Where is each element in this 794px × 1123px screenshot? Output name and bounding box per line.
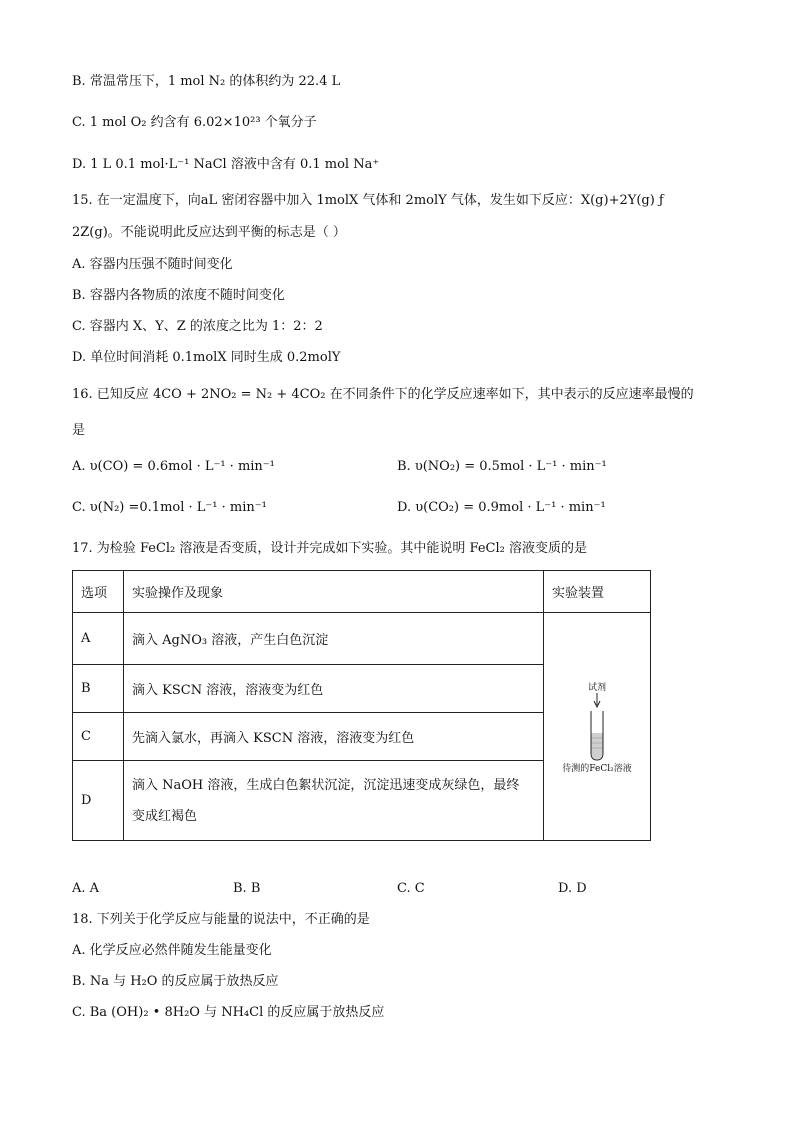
question-17-answer-b: B. B: [233, 881, 261, 896]
test-tube-icon: [585, 693, 609, 761]
question-15-option-b: B. 容器内各物质的浓度不随时间变化: [72, 288, 285, 303]
row-option-d: D: [73, 761, 124, 841]
question-15-option-c: C. 容器内 X、Y、Z 的浓度之比为 1：2：2: [72, 319, 323, 334]
table-row: [73, 613, 651, 665]
question-17-answer-c: C. C: [397, 881, 425, 896]
question-18-stem: 18. 下列关于化学反应与能量的说法中，不正确的是: [72, 912, 370, 927]
row-option-b: B: [73, 665, 124, 713]
question-16-stem-cont: 是: [72, 423, 86, 438]
line-14-d: D. 1 L 0.1 mol·L⁻¹ NaCl 溶液中含有 0.1 mol Na⁺: [72, 157, 380, 172]
question-17-answer-a: A. A: [72, 881, 100, 896]
row-text-a: 滴入 AgNO₃ 溶液，产生白色沉淀: [124, 613, 544, 665]
question-15-stem: 15. 在一定温度下，向aL 密闭容器中加入 1molX 气体和 2molY 气体，发生如下反应：X(g)+2Y(g) ƒ: [72, 193, 664, 208]
question-15-stem-cont: 2Z(g)。不能说明此反应达到平衡的标志是（ ）: [72, 225, 346, 240]
experiment-table: [72, 570, 651, 841]
question-18-option-c: C. Ba (OH)₂ • 8H₂O 与 NH₄Cl 的反应属于放热反应: [72, 1005, 385, 1020]
row-text-c: 先滴入氯水，再滴入 KSCN 溶液，溶液变为红色: [124, 713, 544, 761]
question-17-stem: 17. 为检验 FeCl₂ 溶液是否变质，设计并完成如下实验。其中能说明 FeCl₂ 溶液变质的是: [72, 541, 587, 556]
reagent-label: 试剂: [587, 682, 606, 693]
row-text-d: [124, 761, 544, 841]
question-15-option-d: D. 单位时间消耗 0.1molX 同时生成 0.2molY: [72, 350, 341, 365]
row-option-c: C: [73, 713, 124, 761]
row-option-a: A: [73, 613, 124, 665]
line-14-c: C. 1 mol O₂ 约含有 6.02×10²³ 个氧分子: [72, 115, 317, 130]
question-16-option-b: B. υ(NO₂) = 0.5mol · L⁻¹ · min⁻¹: [397, 459, 607, 474]
question-17-answer-d: D. D: [558, 881, 587, 896]
solution-label: 待测的FeCl₂溶液: [562, 763, 632, 774]
row-text-d-line1: 滴入 NaOH 溶液，生成白色絮状沉淀，沉淀迅速变成灰绿色，最终: [132, 777, 520, 793]
row-text-d-line2: 变成红褐色: [132, 808, 198, 824]
question-18-option-b: B. Na 与 H₂O 的反应属于放热反应: [72, 974, 279, 989]
question-18-option-a: A. 化学反应必然伴随发生能量变化: [72, 943, 272, 958]
table-header-procedure: 实验操作及现象: [124, 571, 544, 613]
question-16-option-c: C. υ(N₂) =0.1mol · L⁻¹ · min⁻¹: [72, 500, 267, 515]
row-text-b: 滴入 KSCN 溶液，溶液变为红色: [124, 665, 544, 713]
question-16-option-a: A. υ(CO) = 0.6mol · L⁻¹ · min⁻¹: [72, 459, 275, 474]
line-14-b: B. 常温常压下，1 mol N₂ 的体积约为 22.4 L: [72, 74, 341, 89]
question-16-stem: 16. 已知反应 4CO + 2NO₂ = N₂ + 4CO₂ 在不同条件下的化学反应速率如下，其中表示的反应速率最慢的: [72, 387, 694, 402]
table-header-option: 选项: [73, 571, 124, 613]
table-header-apparatus: 实验装置: [544, 571, 651, 613]
question-15-option-a: A. 容器内压强不随时间变化: [72, 257, 233, 272]
question-16-option-d: D. υ(CO₂) = 0.9mol · L⁻¹ · min⁻¹: [397, 500, 606, 515]
apparatus-cell: [544, 613, 651, 841]
